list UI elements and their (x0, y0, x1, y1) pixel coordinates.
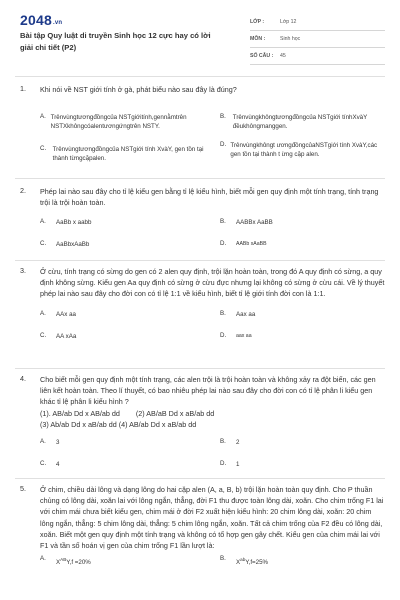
option-b[interactable] (220, 218, 385, 227)
question-text: Cho biết mỗi gen quy định một tính trạng, các alen trội là trội hoàn toàn và không xảy ra đột biến, các gen liên kết hoàn toàn. Theo lí thuyết, có bao nhiêu phép lai nào sau đây cho đời con có tỉ lệ phân li kiểu gen khác tỉ lệ phân li kiểu hình ? (40, 375, 376, 407)
option-a[interactable] (40, 310, 210, 319)
option-text: 4 (56, 461, 60, 469)
question-options (40, 214, 385, 254)
site-logo[interactable] (20, 12, 62, 28)
meta-subject-value: Sinh học (280, 36, 301, 42)
option-b[interactable] (220, 555, 385, 567)
logo-suffix: .vn (52, 20, 63, 26)
question-options (40, 101, 385, 165)
option-d[interactable] (220, 240, 385, 249)
option-text: Trênvùngtươngđồngcủa NSTgiới tính XvàY, gen tồn tại thành từngcặpalen. (52, 146, 204, 163)
meta-subject-label: MÔN : (250, 36, 266, 42)
option-letter: D. (220, 240, 227, 248)
meta-count-value: 45 (280, 53, 286, 59)
genotype-base: X (56, 559, 61, 567)
meta-class-row (250, 14, 385, 31)
option-letter: B. (220, 555, 226, 563)
option-letter: A. (40, 218, 46, 226)
option-text: AAx aa (56, 310, 76, 318)
option-text: 2 (236, 439, 240, 447)
divider (15, 368, 385, 369)
option-text: Trênvùngkhôngt ươngđồngcủaNSTgiới tính XvàY,các gen tồn tại thành t ừng cặp alen. (230, 142, 378, 159)
option-letter: D. (220, 460, 227, 468)
logo-text: 2048 (20, 12, 52, 28)
meta-subject-row (250, 31, 385, 48)
option-a[interactable] (40, 218, 210, 227)
option-text: 3 (56, 439, 60, 447)
meta-class-value: Lớp 12 (280, 19, 297, 25)
question-1 (20, 84, 385, 164)
option-text: 1 (236, 461, 240, 469)
option-a[interactable] (40, 555, 210, 567)
option-letter: B. (220, 218, 226, 226)
question-5 (20, 484, 385, 600)
question-options (40, 557, 385, 571)
option-letter: B. (220, 438, 226, 446)
genotype-superscript: AB (60, 557, 67, 563)
option-letter: A. (40, 438, 46, 446)
question-number: 4. (20, 374, 26, 383)
question-number: 3. (20, 266, 26, 275)
option-text: Trênvùngtươngđồngcủa NSTgiớitính,gennằmtrên NSTXkhôngcóalentươngứngtrên NSTY. (50, 114, 187, 131)
question-4 (20, 374, 385, 484)
option-letter: A. (40, 113, 46, 121)
option-letter: D. (220, 141, 227, 149)
document-header (0, 0, 400, 72)
option-text: AaBbxAaBb (56, 241, 90, 249)
option-letter: C. (40, 460, 47, 468)
document-meta (250, 14, 385, 65)
option-a[interactable] (40, 438, 210, 447)
divider (15, 76, 385, 77)
option-text: AA xAa (56, 332, 77, 340)
question-text: Ở chim, chiều dài lông và dạng lông do hai cặp alen (A, a, B, b) trội lặn hoàn toàn quy định. Cho P thuần chủng có lông dài, xoăn lai với lông ngắn, thẳng, đời F1 thu được toàn lông dài, xoăn. Cho chim trống F1 lai với chim mái chưa biết kiểu gen, chim mái ở đời F2 xuất hiện kiểu hình: 20 chim lông dài, xoăn: 20 chim lông ngắn, thẳng: 5 chim lông dài, thẳng: 5 chim lông ngắn, xoăn. Tất cả chim trống của F2 đều có lông dài, xoăn. Biết một gen quy định một tính trạng và không có tổ hợp gen gây chết. Kiểu gen của chim mái lai với F1 và tần số hoán vị gen của chim trống F1 lần lượt là: (40, 485, 384, 551)
option-c[interactable] (40, 240, 210, 249)
meta-class-label: LỚP : (250, 19, 265, 25)
option-a[interactable] (40, 113, 215, 131)
divider (15, 178, 385, 179)
option-letter: C. (40, 240, 47, 248)
option-b[interactable] (220, 113, 385, 131)
option-d[interactable] (220, 460, 385, 469)
option-text (236, 555, 268, 567)
option-d[interactable] (220, 332, 385, 341)
option-letter: A. (40, 309, 46, 317)
question-number: 1. (20, 84, 26, 93)
option-text (56, 555, 91, 567)
question-number: 2. (20, 186, 26, 195)
option-text: Aax aa (236, 310, 256, 318)
question-options (40, 306, 385, 346)
question-text: Phép lai nào sau đây cho tỉ lệ kiểu gen bằng tỉ lệ kiểu hình, biết mỗi gen quy định một tính trạng, tính trạng trội là trội hoàn toàn. (40, 187, 379, 208)
option-text: AABb xAaBB (236, 241, 267, 248)
genotype-base: X (236, 559, 241, 567)
option-letter: B. (220, 309, 226, 317)
option-text: AABBx AaBB (236, 219, 273, 227)
document-title: Bài tập Quy luật di truyền Sinh học 12 cực hay có lời giải chi tiết (P2) (20, 31, 211, 52)
divider (15, 478, 385, 479)
option-letter: C. (40, 145, 47, 153)
option-text: Trênvùngkhôngtươngđồngcủa NSTgiới tínhXvàY đềukhôngmanggen. (232, 114, 368, 131)
option-b[interactable] (220, 438, 385, 447)
option-letter: C. (40, 331, 47, 339)
option-letter: D. (220, 331, 227, 339)
meta-count-row (250, 48, 385, 65)
genotype-rest: Y,f=25% (245, 559, 269, 567)
question-2 (20, 186, 385, 256)
meta-count-label: SỐ CÂU : (250, 53, 274, 59)
question-number: 5. (20, 484, 26, 493)
genotype-rest: Y,f =20% (66, 559, 91, 567)
crosses-line-2: (3) Ab/ab Dd x aB/ab dd (4) AB/ab Dd x aB/ab dd (40, 419, 197, 429)
crosses-line-1: (1). AB/ab Dd x AB/ab dd (2) AB/aB Dd x aB/ab dd (40, 408, 215, 418)
option-d[interactable] (220, 141, 385, 159)
option-text: AaBb x aabb (56, 219, 92, 227)
question-text: Ở cừu, tính trạng có sừng do gen có 2 alen quy định, trội lặn hoàn toàn, trong đó A quy định có sừng, a quy định không sừng. Kiểu gen Aa quy định có sừng ở cừu đực nhưng lại không có sừng ở cừu cái. Về lý thuyết phép lai nào sau đây cho đời con có tỉ lệ 1:1 về kiểu hình, biết tỉ lệ giới tính đời con là 1:1. (40, 267, 385, 299)
question-options (40, 436, 385, 476)
divider (15, 260, 385, 261)
question-3 (20, 266, 385, 366)
question-text: Khi nói về NST giới tính ở gà, phát biểu nào sau đây là đúng? (40, 85, 237, 94)
option-text: aax aa (236, 332, 252, 339)
genotype-superscript: ab (240, 557, 246, 563)
option-c[interactable] (40, 145, 215, 163)
option-b[interactable] (220, 310, 385, 319)
option-c[interactable] (40, 460, 210, 469)
option-letter: B. (220, 113, 226, 121)
option-c[interactable] (40, 332, 210, 341)
option-letter: A. (40, 555, 46, 563)
